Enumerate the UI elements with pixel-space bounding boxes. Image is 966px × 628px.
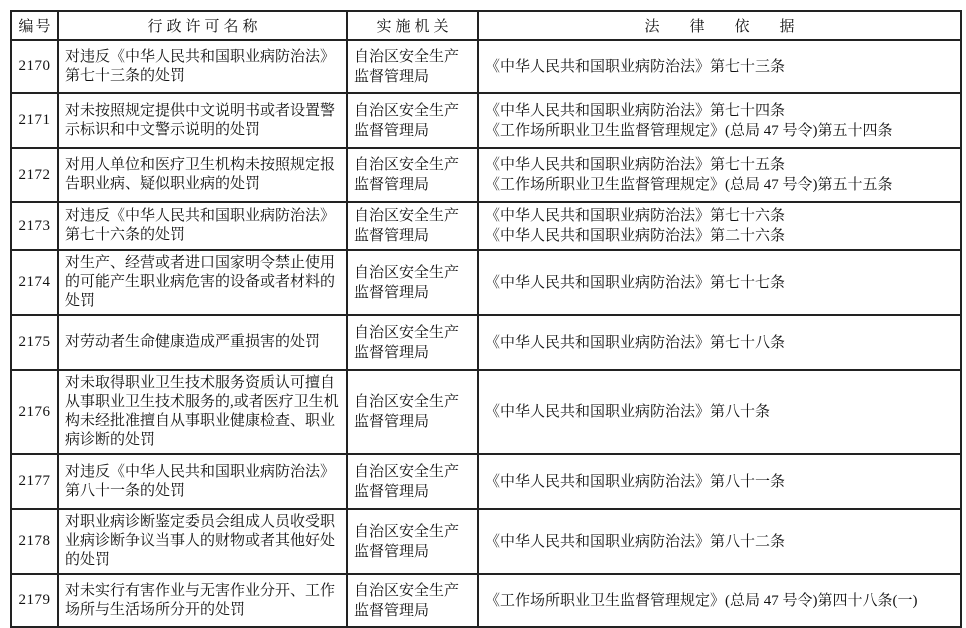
legal-basis-cell — [478, 509, 961, 574]
legal-basis-line: 《中华人民共和国职业病防治法》第七十三条 — [485, 58, 786, 75]
header-permit-name-label: 行政许可名称 — [147, 19, 262, 35]
header-agency-label: 实施机关 — [376, 19, 453, 35]
row-id-cell: 2179 — [11, 574, 58, 627]
table-row — [11, 509, 961, 574]
legal-basis-line: 《中华人民共和国职业病防治法》第七十五条 — [485, 157, 786, 173]
permit-name-cell: 对用人单位和医疗卫生机构未按照规定报告职业病、疑似职业病的处罚 — [58, 148, 347, 202]
agency-cell: 自治区安全生产监督管理局 — [347, 315, 478, 370]
legal-basis-line: 《中华人民共和国职业病防治法》第七十四条 — [485, 102, 786, 119]
permit-name-cell: 对违反《中华人民共和国职业病防治法》第八十一条的处罚 — [58, 454, 347, 509]
permit-name-cell: 对未取得职业卫生技术服务资质认可擅自从事职业卫生技术服务的,或者医疗卫生机构未经批准擅自从事职业健康检查、职业病诊断的处罚 — [58, 370, 347, 454]
legal-basis-cell — [478, 93, 961, 148]
table-row — [11, 148, 961, 202]
row-id-cell: 2178 — [11, 509, 58, 574]
table-row — [11, 454, 961, 509]
table-row — [11, 315, 961, 370]
agency-cell: 自治区安全生产监督管理局 — [347, 509, 478, 574]
legal-basis-line: 《中华人民共和国职业病防治法》第七十七条 — [485, 274, 786, 291]
legal-basis-line: 《中华人民共和国职业病防治法》第八十一条 — [485, 473, 786, 490]
table-row — [11, 370, 961, 454]
permit-name-cell: 对未按照规定提供中文说明书或者设置警示标识和中文警示说明的处罚 — [58, 93, 347, 148]
header-id — [11, 11, 58, 40]
legal-basis-cell — [478, 454, 961, 509]
legal-basis-cell — [478, 574, 961, 627]
legal-basis-cell — [478, 202, 961, 250]
row-id-cell: 2171 — [11, 93, 58, 148]
permit-name-cell: 对职业病诊断鉴定委员会组成人员收受职业病诊断争议当事人的财物或者其他好处的处罚 — [58, 509, 347, 574]
legal-basis-line: 《工作场所职业卫生监督管理规定》(总局 47 号令)第四十八条(一) — [485, 592, 918, 609]
row-id-cell: 2170 — [11, 40, 58, 93]
header-permit-name — [58, 11, 347, 40]
row-id-cell: 2172 — [11, 148, 58, 202]
header-legal-basis — [478, 11, 961, 40]
permit-name-cell: 对劳动者生命健康造成严重损害的处罚 — [58, 315, 347, 370]
legal-basis-cell — [478, 370, 961, 454]
permit-name-cell: 对生产、经营或者进口国家明令禁止使用的可能产生职业病危害的设备或者材料的处罚 — [58, 250, 347, 315]
legal-basis-line: 《中华人民共和国职业病防治法》第八十二条 — [485, 533, 786, 550]
agency-cell: 自治区安全生产监督管理局 — [347, 148, 478, 202]
header-agency — [347, 11, 478, 40]
legal-basis-cell — [478, 250, 961, 315]
table-row — [11, 250, 961, 315]
row-id-cell: 2176 — [11, 370, 58, 454]
agency-cell: 自治区安全生产监督管理局 — [347, 250, 478, 315]
row-id-cell: 2173 — [11, 202, 58, 250]
legal-basis-line: 《中华人民共和国职业病防治法》第七十六条 — [485, 208, 786, 224]
legal-basis-cell — [478, 40, 961, 93]
row-id-cell: 2175 — [11, 315, 58, 370]
permit-table — [10, 10, 962, 628]
legal-basis-line: 《中华人民共和国职业病防治法》第七十八条 — [485, 334, 786, 351]
legal-basis-line: 《中华人民共和国职业病防治法》第二十六条 — [485, 228, 786, 244]
table-row — [11, 40, 961, 93]
table-header-row — [11, 11, 961, 40]
agency-cell: 自治区安全生产监督管理局 — [347, 454, 478, 509]
permit-name-cell: 对违反《中华人民共和国职业病防治法》第七十三条的处罚 — [58, 40, 347, 93]
legal-basis-line: 《工作场所职业卫生监督管理规定》(总局 47 号令)第五十五条 — [485, 177, 893, 193]
agency-cell: 自治区安全生产监督管理局 — [347, 574, 478, 627]
agency-cell: 自治区安全生产监督管理局 — [347, 202, 478, 250]
row-id-cell: 2177 — [11, 454, 58, 509]
permit-name-cell: 对违反《中华人民共和国职业病防治法》第七十六条的处罚 — [58, 202, 347, 250]
permit-name-cell: 对未实行有害作业与无害作业分开、工作场所与生活场所分开的处罚 — [58, 574, 347, 627]
header-legal-basis-label: 法律依据 — [644, 19, 825, 35]
header-id-label: 编号 — [18, 19, 53, 35]
row-id-cell: 2174 — [11, 250, 58, 315]
table-row — [11, 202, 961, 250]
legal-basis-line: 《中华人民共和国职业病防治法》第八十条 — [485, 404, 771, 420]
table-row — [11, 574, 961, 627]
agency-cell: 自治区安全生产监督管理局 — [347, 93, 478, 148]
table-row — [11, 93, 961, 148]
legal-basis-cell — [478, 315, 961, 370]
legal-basis-line: 《工作场所职业卫生监督管理规定》(总局 47 号令)第五十四条 — [485, 122, 893, 139]
agency-cell: 自治区安全生产监督管理局 — [347, 40, 478, 93]
agency-cell: 自治区安全生产监督管理局 — [347, 370, 478, 454]
legal-basis-cell — [478, 148, 961, 202]
